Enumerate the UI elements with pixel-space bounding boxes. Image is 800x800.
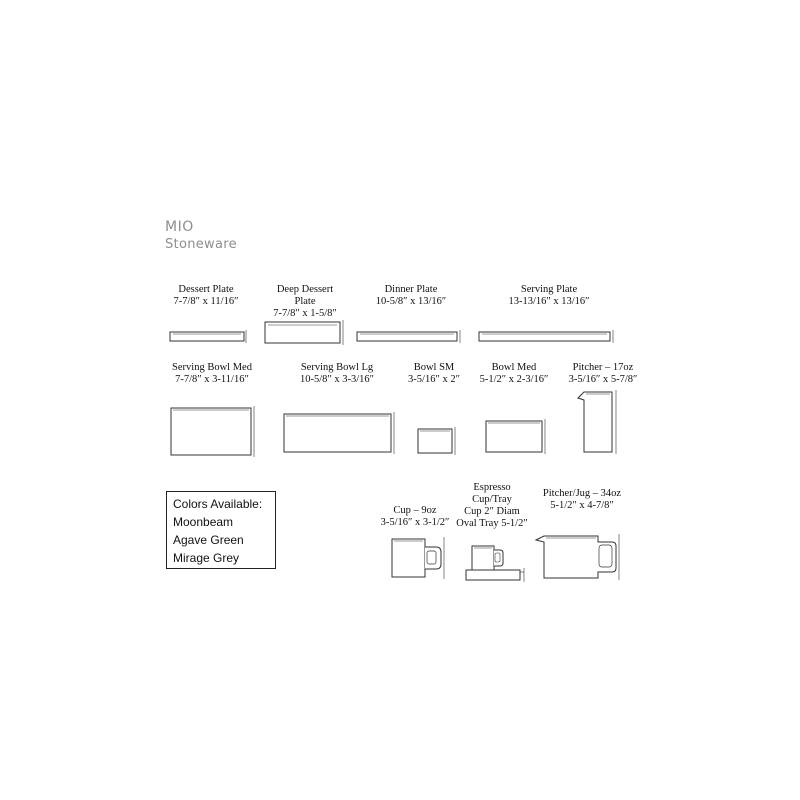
dinner-plate-drawing [357, 330, 460, 343]
pitcher-17oz-drawing [578, 390, 616, 454]
item-dims: 5-1/2″ x 2-3/16″ [479, 374, 549, 385]
bowl-sm-drawing [418, 427, 455, 455]
item-dims: 10-5/8″ x 13/16″ [375, 296, 447, 307]
serving-bowl-med-drawing [171, 406, 254, 457]
item-name: Dinner Plate [384, 284, 438, 295]
item-name: Espresso [473, 482, 511, 493]
item-name: Pitcher – 17oz [572, 362, 634, 373]
color-option: Agave Green [173, 533, 244, 547]
product-line: Stoneware [165, 237, 237, 252]
item-dims-cont: Oval Tray 5-1/2″ [456, 518, 528, 529]
brand-name: MIO [165, 219, 194, 235]
item-name: Serving Plate [520, 284, 578, 295]
item-name-cont: Cup/Tray [472, 494, 512, 505]
item-name: Serving Bowl Lg [300, 362, 374, 373]
item-dims: 7-7/8″ x 3-11/16″ [175, 374, 249, 385]
item-name: Cup – 9oz [393, 505, 437, 516]
item-name: Pitcher/Jug – 34oz [542, 488, 622, 499]
item-dims: 10-5/8″ x 3-3/16″ [299, 374, 375, 385]
color-option: Moonbeam [173, 515, 234, 529]
serving-plate-drawing [479, 330, 613, 343]
dessert-plate-drawing [170, 330, 246, 343]
item-dims: 3-5/16″ x 2″ [408, 374, 460, 385]
item-name: Bowl SM [413, 362, 455, 373]
espresso-cup-tray-drawing [466, 546, 524, 582]
serving-bowl-lg-drawing [284, 412, 394, 454]
item-name: Dessert Plate [178, 284, 234, 295]
item-dims: 7-7/8″ x 11/16″ [173, 296, 239, 307]
pitcher-jug-34oz-drawing [536, 534, 619, 580]
item-dims: 13-13/16″ x 13/16″ [508, 296, 590, 307]
item-name: Deep Dessert [276, 284, 334, 295]
cup-9oz-drawing [392, 537, 444, 579]
item-dims: 3-5/16″ x 5-7/8″ [568, 374, 638, 385]
deep-dessert-plate-drawing [265, 320, 343, 345]
item-dims: 5-1/2″ x 4-7/8″ [550, 500, 614, 511]
item-name: Bowl Med [491, 362, 537, 373]
colors-title: Colors Available: [173, 497, 263, 511]
item-name: Serving Bowl Med [172, 362, 252, 373]
item-name-cont: Plate [294, 296, 316, 307]
item-dims: 3-5/16″ x 3-1/2″ [380, 517, 450, 528]
bowl-med-drawing [486, 419, 545, 454]
item-dims: Cup 2″ Diam [464, 506, 520, 517]
color-option: Mirage Grey [173, 551, 240, 565]
item-dims: 7-7/8″ x 1-5/8″ [273, 308, 337, 319]
